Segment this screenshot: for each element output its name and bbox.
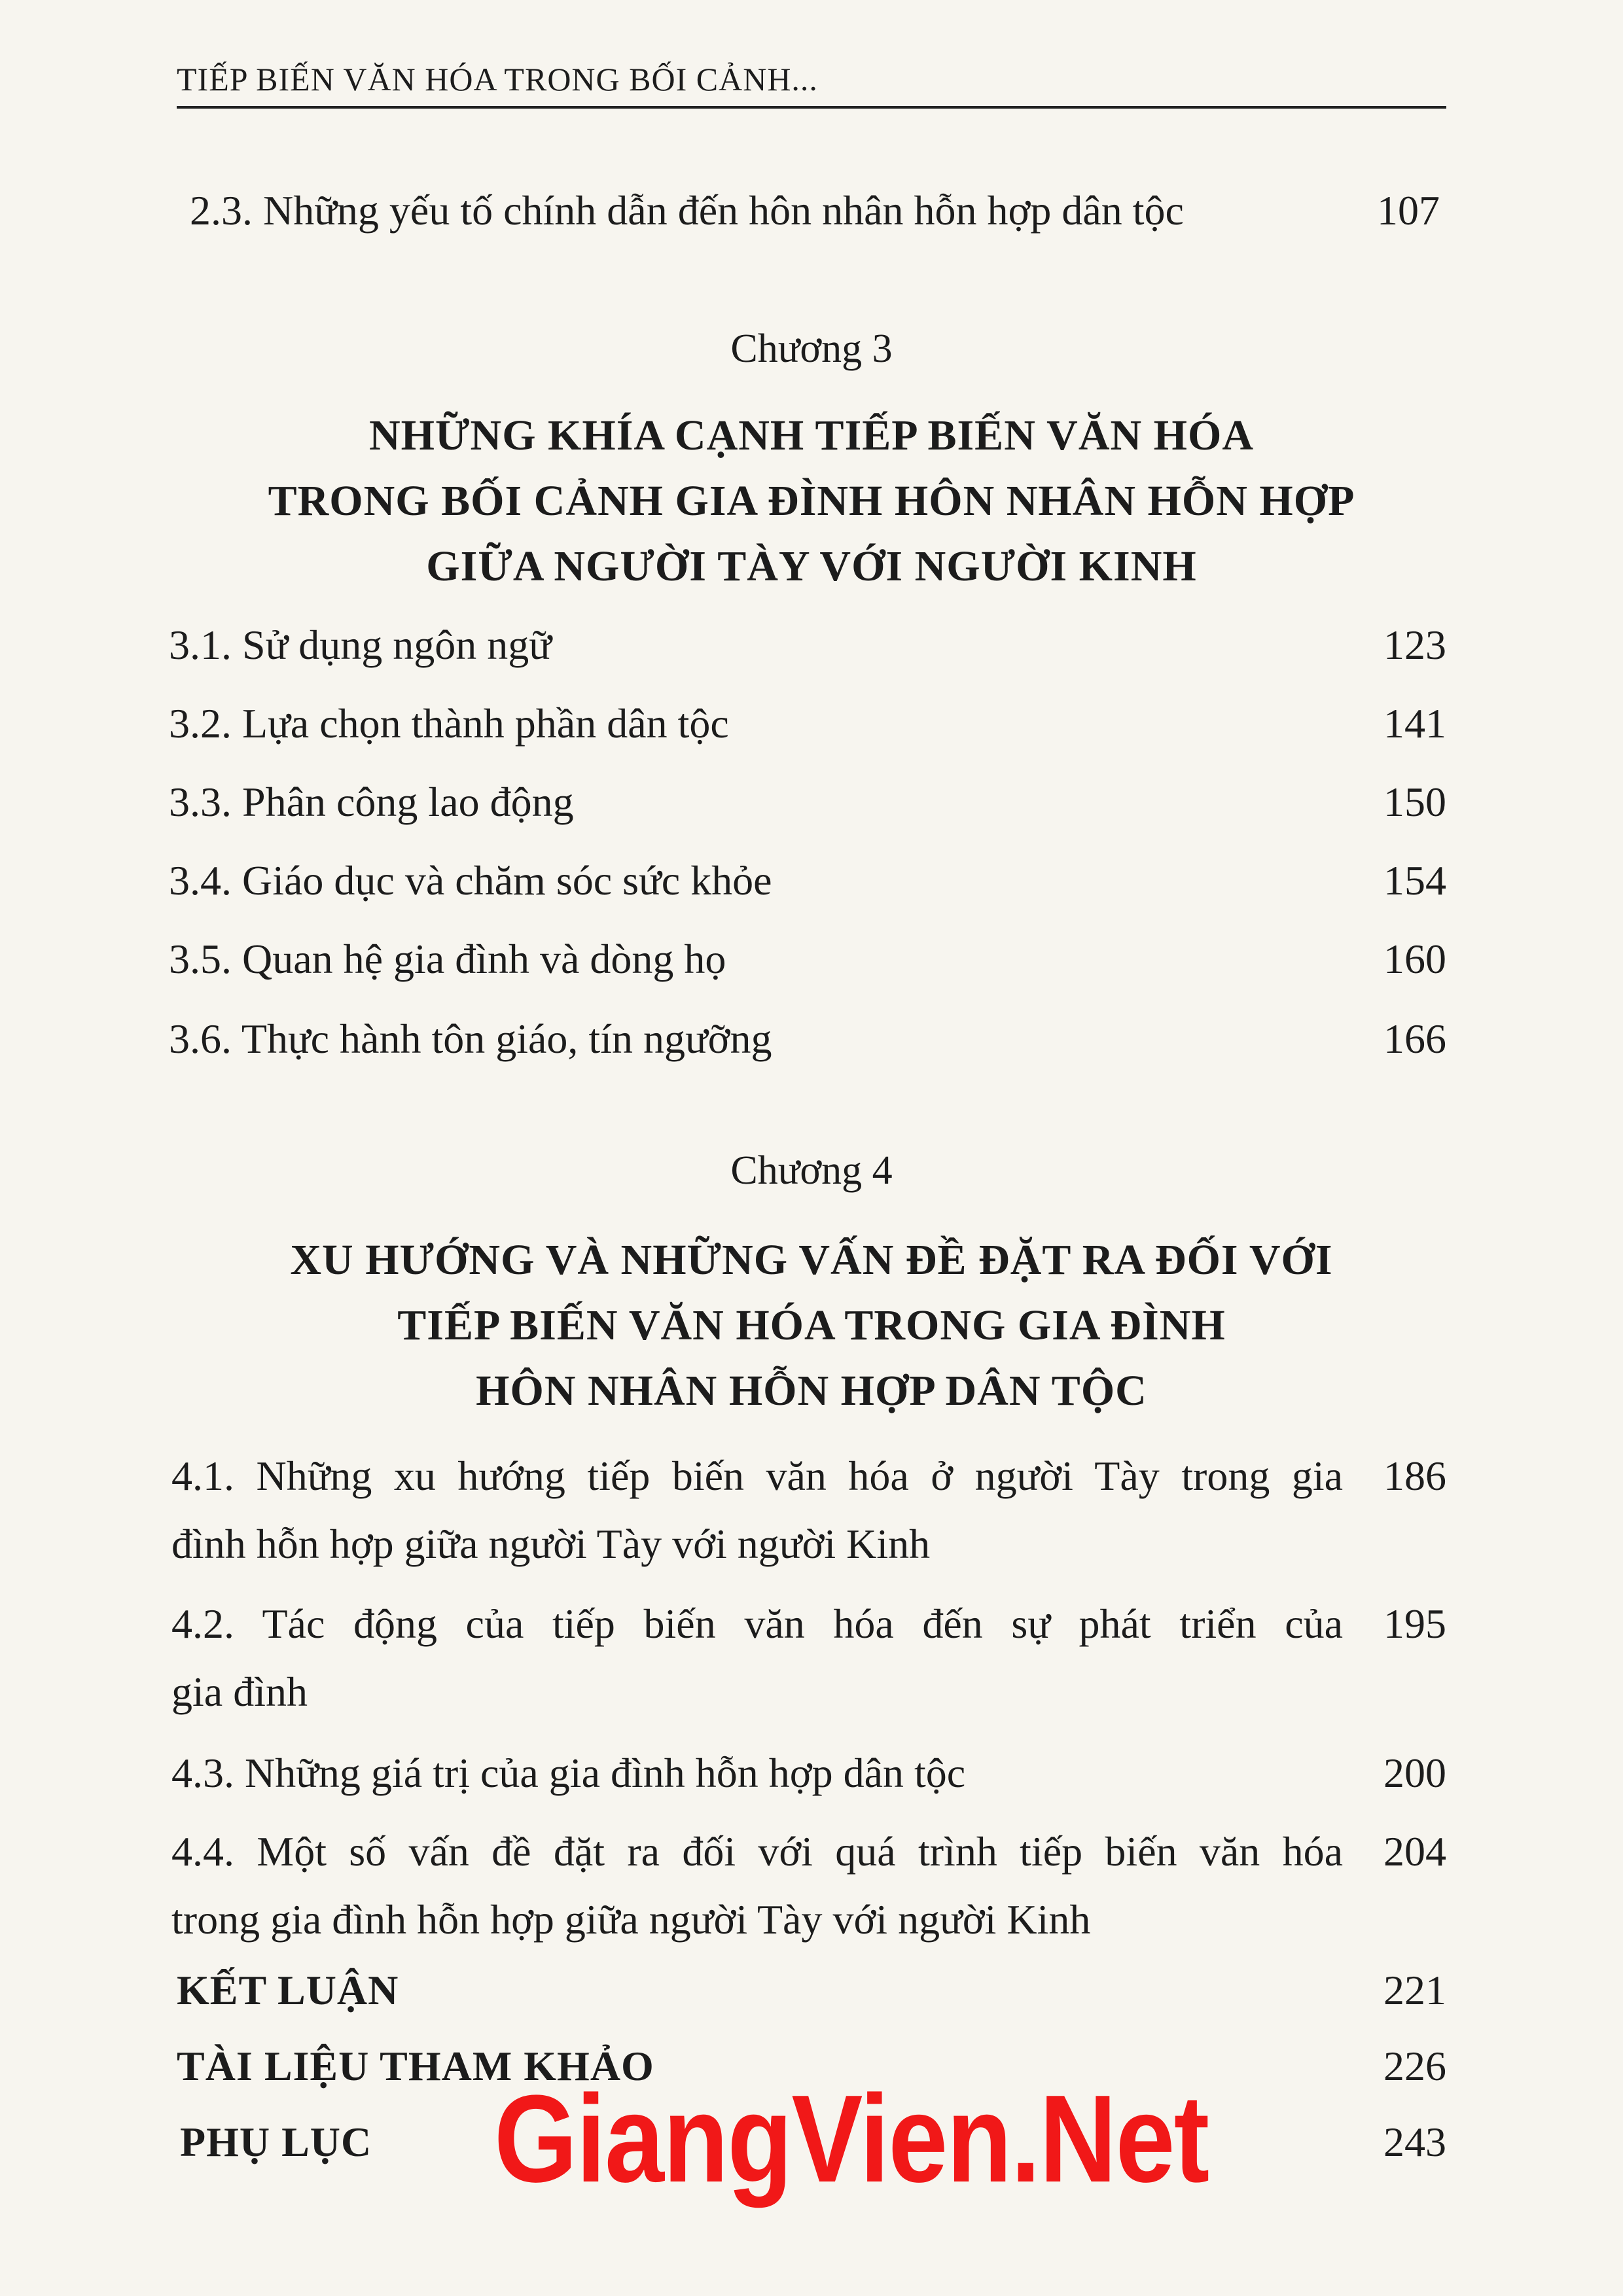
toc-entry-label: PHỤ LỤC: [180, 2119, 372, 2165]
toc-entry-page: 123: [1383, 622, 1446, 668]
chapter-3-title: Chương 3: [730, 327, 893, 371]
toc-entry-page: 226: [1383, 2043, 1446, 2089]
toc-entry-page: 141: [1383, 700, 1446, 747]
chapter-3-heading-line: GIỮA NGƯỜI TÀY VỚI NGƯỜI KINH: [426, 542, 1197, 590]
toc-entry-label-line1: 4.1. Những xu hướng tiếp biến văn hóa ở người Tày trong gia: [171, 1453, 1343, 1499]
chapter-4-heading-line: HÔN NHÂN HỖN HỢP DÂN TỘC: [476, 1367, 1147, 1415]
chapter-4-title: Chương 4: [730, 1148, 893, 1193]
toc-entry-page: 154: [1383, 857, 1446, 904]
toc-entry-label: 3.4. Giáo dục và chăm sóc sức khỏe: [169, 857, 772, 904]
toc-entry-label-line2: gia đình: [171, 1669, 308, 1715]
site-watermark: GiangVien.Net: [494, 2070, 1209, 2208]
toc-entry-page: 186: [1383, 1453, 1446, 1499]
toc-entry-label: 3.2. Lựa chọn thành phần dân tộc: [169, 700, 729, 747]
toc-entry-label: KẾT LUẬN: [177, 1967, 399, 2013]
toc-entry-label: 3.6. Thực hành tôn giáo, tín ngưỡng: [169, 1016, 772, 1062]
chapter-3-heading-line: TRONG BỐI CẢNH GIA ĐÌNH HÔN NHÂN HỖN HỢP: [268, 477, 1355, 525]
chapter-3-heading-line: NHỮNG KHÍA CẠNH TIẾP BIẾN VĂN HÓA: [369, 412, 1254, 459]
toc-entry-label: 3.1. Sử dụng ngôn ngữ: [169, 622, 552, 668]
toc-entry-label-line1: 4.4. Một số vấn đề đặt ra đối với quá trình tiếp biến văn hóa: [171, 1828, 1343, 1875]
toc-entry-page: 166: [1383, 1016, 1446, 1062]
toc-entry-label: 3.5. Quan hệ gia đình và dòng họ: [169, 936, 726, 982]
toc-entry-page: 195: [1383, 1600, 1446, 1647]
toc-entry-label: 2.3. Những yếu tố chính dẫn đến hôn nhân hỗn hợp dân tộc: [190, 187, 1184, 234]
toc-entry-label: 3.3. Phân công lao động: [169, 779, 574, 825]
chapter-4-heading: [0, 1227, 1623, 1424]
toc-entry-page: 107: [1377, 187, 1440, 234]
toc-entry-page: 150: [1383, 779, 1446, 825]
toc-entry-label-line1: 4.2. Tác động của tiếp biến văn hóa đến sự phát triển của: [171, 1600, 1343, 1647]
toc-entry-page: 160: [1383, 936, 1446, 982]
toc-entry-page: 204: [1383, 1828, 1446, 1875]
chapter-4-heading-line: XU HƯỚNG VÀ NHỮNG VẤN ĐỀ ĐẶT RA ĐỐI VỚI: [290, 1236, 1333, 1284]
toc-entry-label-line2: trong gia đình hỗn hợp giữa người Tày với người Kinh: [171, 1896, 1091, 1943]
toc-entry-page: 221: [1383, 1967, 1446, 2013]
toc-entry-page: 200: [1383, 1750, 1446, 1796]
toc-entry-label-line1: 4.3. Những giá trị của gia đình hỗn hợp dân tộc: [171, 1750, 966, 1796]
running-header: TIẾP BIẾN VĂN HÓA TRONG BỐI CẢNH...: [177, 61, 818, 97]
toc-entry-label-line2: đình hỗn hợp giữa người Tày với người Kinh: [171, 1521, 931, 1567]
toc-entry-label: TÀI LIỆU THAM KHẢO: [177, 2043, 654, 2089]
header-rule: [177, 106, 1446, 109]
toc-entry-page: 243: [1383, 2119, 1446, 2165]
chapter-3-heading: [0, 403, 1623, 599]
chapter-4-heading-line: TIẾP BIẾN VĂN HÓA TRONG GIA ĐÌNH: [397, 1301, 1226, 1349]
